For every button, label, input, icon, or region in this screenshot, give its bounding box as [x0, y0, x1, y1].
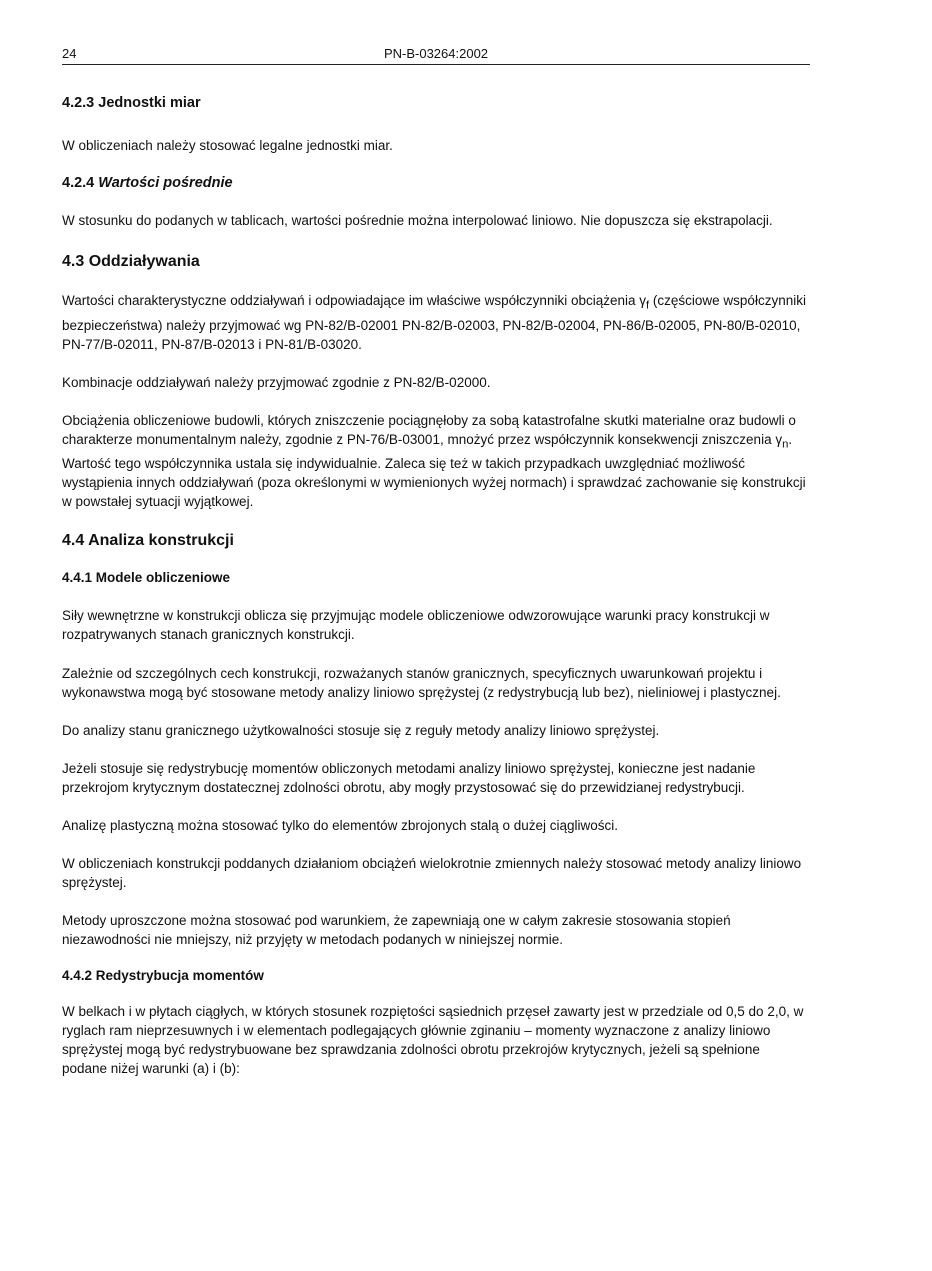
paragraph-4-4-1-6: W obliczeniach konstrukcji poddanych działaniom obciążeń wielokrotnie zmiennych należy stosować metody analizy liniowo sprężystej.	[62, 856, 802, 891]
heading-4-4-1: 4.4.1 Modele obliczeniowe	[62, 570, 231, 586]
p43-3-part-b: . Wartość tego współczynnika ustala się indywidualnie. Zaleca się też w takich przypadkach uwzględniać możliwość wystąpienia innych oddziaływań (poza określonymi w wymienionych wyżej normach) i sprawdzać zachowanie się konstrukcji w powstałej sytuacji wyjątkowej.	[62, 431, 806, 510]
heading-4-3: 4.3 Oddziaływania	[62, 253, 200, 270]
paragraph-4-4-1-1: Siły wewnętrzne w konstrukcji oblicza się przyjmując modele obliczeniowe odwzorowujące warunki pracy konstrukcji w rozpatrywanych stanach granicznych konstrukcji.	[62, 608, 770, 643]
paragraph-4-4-2-1: W belkach i w płytach ciągłych, w których stosunek rozpiętości sąsiednich przęseł zawarty jest w przedziale od 0,5 do 2,0, w ryglach ram nieprzesuwnych i w elementach podlegających głównie zginaniu – momenty wyznaczone z analizy liniowo sprężystej mogą być redystrybuowane bez sprawdzania zdolności obrotu przekrojów krytycznych, jeżeli są spełnione podane niżej warunki (a) i (b):	[62, 1004, 804, 1077]
p43-1-part-b: (częściowe współczynniki bezpieczeństwa) należy przyjmować wg PN-82/B-02001 PN-82/B-02003, PN-82/B-02004, PN-86/B-02005, PN-80/B-02010, PN-77/B-02011, PN-87/B-02013 i PN-81/B-03020.	[62, 293, 806, 352]
heading-4-2-4-title: Wartości pośrednie	[98, 175, 233, 191]
paragraph-4-3-3	[62, 411, 808, 512]
paragraph-4-4-1-7: Metody uproszczone można stosować pod warunkiem, że zapewniają one w całym zakresie stosowania stopień niezawodności nie mniejszy, niż przyjęty w metodach podanych w niniejszej normie.	[62, 913, 731, 948]
heading-4-4-2: 4.4.2 Redystrybucja momentów	[62, 968, 264, 984]
heading-4-2-3: 4.2.3 Jednostki miar	[62, 95, 201, 111]
heading-4-2-4-number: 4.2.4	[62, 175, 99, 191]
paragraph-4-4-1-2: Zależnie od szczególnych cech konstrukcji, rozważanych stanów granicznych, specyficznych uwarunkowań projektu i wykonawstwa mogą być stosowane metody analizy liniowo sprężystej (z redystrybucją lub bez), nieliniowej i plastycznej.	[62, 666, 781, 701]
page-header	[62, 46, 810, 64]
p43-3-part-a: Obciążenia obliczeniowe budowli, których zniszczenie pociągnęłoby za sobą katastrofalne skutki materialne oraz budowli o charakterze monumentalnym należy, zgodnie z PN-76/B-03001, mnożyć przez współczynnik konsekwencji zniszczenia γ	[62, 412, 796, 447]
heading-4-4: 4.4 Analiza konstrukcji	[62, 532, 234, 550]
page-number: 24	[62, 46, 77, 61]
paragraph-4-3-2: Kombinacje oddziaływań należy przyjmować zgodnie z PN-82/B-02000.	[62, 374, 491, 390]
gamma-n-subscript: n	[782, 438, 789, 451]
heading-4-2-4	[62, 175, 808, 191]
gamma-f-subscript: f	[646, 299, 650, 312]
paragraph-4-3-1	[62, 291, 808, 354]
paragraph-4-2-4: W stosunku do podanych w tablicach, wartości pośrednie można interpolować liniowo. Nie dopuszcza się ekstrapolacji.	[62, 213, 773, 228]
paragraph-4-4-1-4: Jeżeli stosuje się redystrybucję momentów obliczonych metodami analizy liniowo sprężystej, konieczne jest nadanie przekrojom krytycznym dostatecznej zdolności obrotu, aby mogły przystosować się do przewidzianej redystrybucji.	[62, 761, 756, 796]
header-rule	[62, 64, 810, 65]
paragraph-4-4-1-3: Do analizy stanu granicznego użytkowalności stosuje się z reguły metody analizy liniowo sprężystej.	[62, 723, 660, 739]
page-content	[62, 95, 808, 1078]
paragraph-4-2-3: W obliczeniach należy stosować legalne jednostki miar.	[62, 138, 393, 153]
paragraph-4-4-1-5: Analizę plastyczną można stosować tylko do elementów zbrojonych stalą o dużej ciągliwości.	[62, 818, 619, 834]
p43-1-part-a: Wartości charakterystyczne oddziaływań i odpowiadające im właściwe współczynniki obciążenia γ	[62, 293, 647, 308]
standard-code: PN-B-03264:2002	[383, 46, 489, 61]
